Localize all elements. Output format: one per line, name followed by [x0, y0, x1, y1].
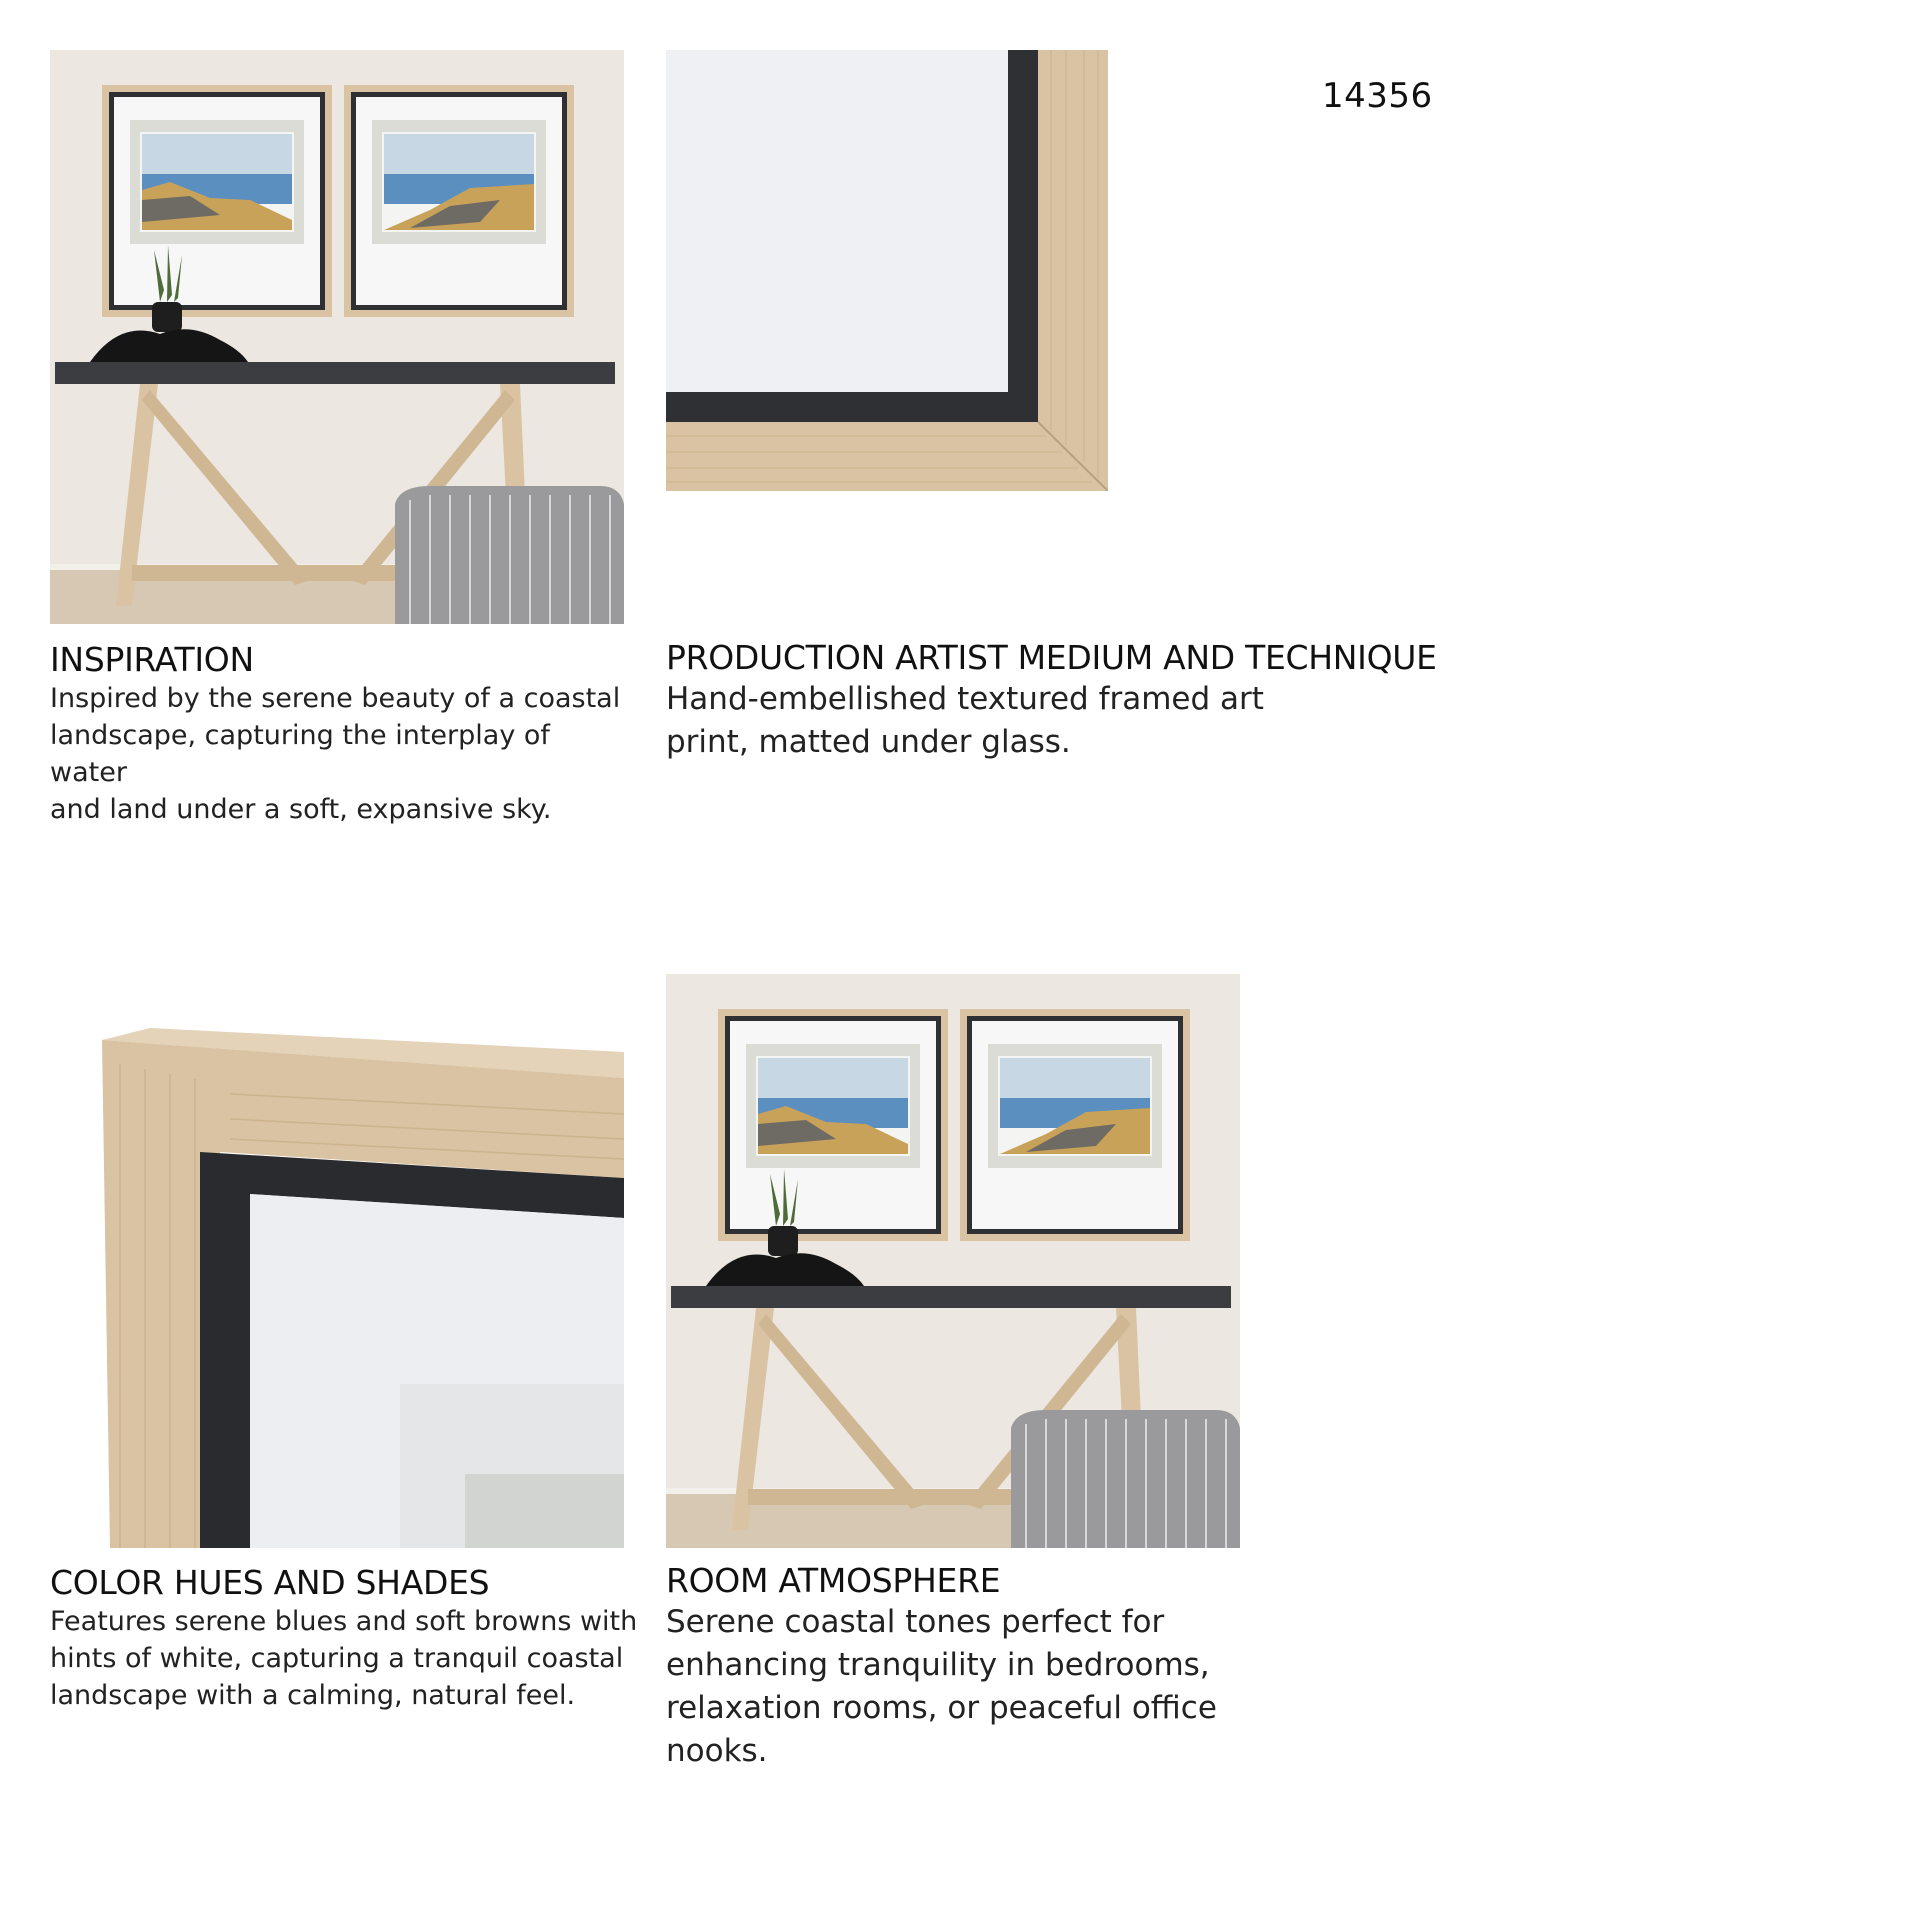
color-line-3: landscape with a calming, natural feel.: [50, 1680, 576, 1711]
room-section: [666, 1561, 1266, 1773]
room-heading: ROOM ATMOSPHERE: [666, 1561, 1001, 1600]
frame-corner-image: [666, 50, 1108, 491]
sku-number: 14356: [1322, 76, 1433, 116]
inspiration-heading: INSPIRATION: [50, 640, 254, 679]
room-line-1: Serene coastal tones perfect for: [666, 1604, 1165, 1640]
inspiration-line-3: and land under a soft, expansive sky.: [50, 794, 552, 825]
room-line-2: enhancing tranquility in bedrooms,: [666, 1647, 1210, 1683]
room-line-3: relaxation rooms, or peaceful office: [666, 1690, 1217, 1726]
color-heading: COLOR HUES AND SHADES: [50, 1563, 490, 1602]
room-line-4: nooks.: [666, 1733, 768, 1769]
production-line-2: print, matted under glass.: [666, 724, 1071, 760]
color-section: [50, 1563, 650, 1714]
frame-depth-image: [50, 974, 624, 1548]
room-scene-image-alt: [666, 974, 1240, 1548]
production-line-1: Hand-embellished textured framed art: [666, 681, 1264, 717]
inspiration-line-1: Inspired by the serene beauty of a coastal: [50, 683, 621, 714]
room-scene-image: [50, 50, 624, 624]
inspiration-section: [50, 640, 630, 828]
production-section: [666, 638, 1566, 764]
color-line-1: Features serene blues and soft browns with: [50, 1606, 638, 1637]
inspiration-line-2: landscape, capturing the interplay of water: [50, 720, 550, 788]
color-line-2: hints of white, capturing a tranquil coastal: [50, 1643, 624, 1674]
production-heading: PRODUCTION ARTIST MEDIUM AND TECHNIQUE: [666, 638, 1437, 677]
